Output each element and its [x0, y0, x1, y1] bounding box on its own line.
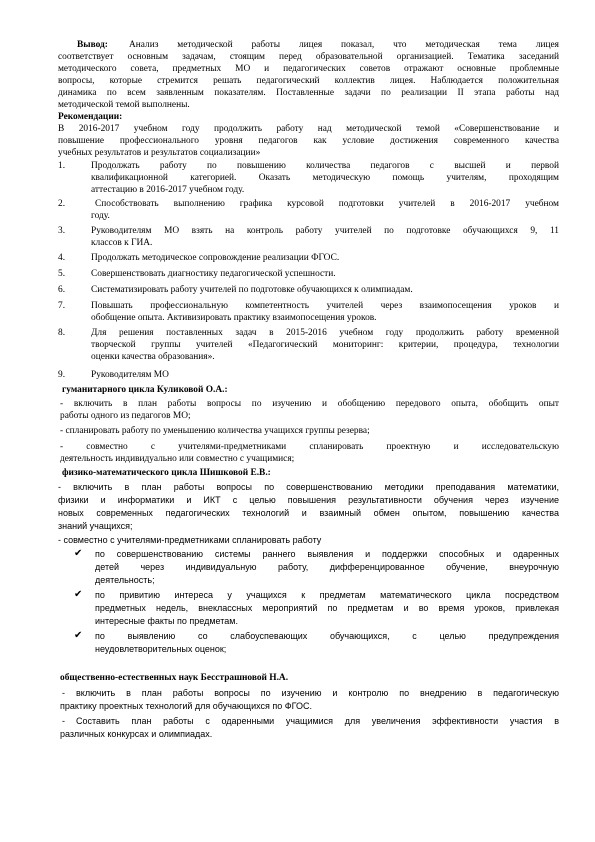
checkmark-icon: ✔	[74, 548, 83, 559]
item-number: 9.	[58, 370, 66, 380]
list-item: Руководителям МО взять на контроль работу учителей по подготовке обучающихся 9, 11	[91, 226, 559, 236]
list-item: обобщение опыта. Активизировать практику взаимопосещения уроков.	[91, 313, 377, 323]
conclusion-line: вопросы, которые стремится решать педагогический коллектив лицея. Наблюдается положительная	[58, 76, 559, 86]
recommendations-intro: учебных результатов и результатов социализации»	[58, 148, 261, 158]
list-item: Руководителям МО	[91, 370, 169, 380]
physmath-subitem: предметных недель, внеклассных мероприятий по предметам и во время уроков, привлекая	[95, 603, 559, 613]
physmath-text: - совместно с учителями-предметниками спланировать работу	[58, 535, 322, 545]
conclusion-label: Вывод:	[77, 40, 108, 50]
conclusion-line: методического совета, предметных МО и педагогических советов отражают основные проблемные	[58, 64, 559, 74]
science-text: включить в план работы вопросы по изучению и контролю по внедрению в педагогическую	[76, 688, 559, 698]
item-number: 6.	[58, 285, 66, 295]
conclusion-line: динамика по всем заявленным показателям. Поставленные задачи по реализации II этапа работы над	[58, 88, 559, 98]
humanitarian-text: - спланировать работу по уменьшению количества учащихся группы резерва;	[60, 426, 370, 436]
conclusion-line: Анализ методической работы лицея показал, что методическая тема лицея	[129, 40, 559, 50]
item-number: 8.	[58, 328, 66, 338]
list-item: Совершенствовать диагностику педагогической успешности.	[91, 269, 336, 279]
list-item: творческой группы учителей «Педагогический мониторинг: критерии, процедура, технологии	[91, 340, 559, 350]
science-text: различных конкурсах и олимпиадах.	[60, 729, 213, 739]
physmath-subitem: детей через индивидуальную работу, дифференцированное обучение, внеурочную	[95, 562, 559, 572]
list-item: году.	[91, 211, 110, 221]
physmath-subitem: деятельность;	[95, 575, 155, 585]
conclusion-line: соответствует основным задачам, стоящим перед образовательной организацией. Тематика заседаний	[58, 52, 559, 62]
item-number: 5.	[58, 269, 66, 279]
list-item: Систематизировать работу учителей по подготовке обучающихся к олимпиадам.	[91, 285, 413, 295]
physmath-text: физики и информатики и ИКТ с целью повышения результативности обучения через изучение	[58, 495, 559, 505]
dash-bullet: -	[62, 716, 65, 726]
list-item: Способствовать выполнению графика курсовой подготовки учителей в 2016-2017 учебном	[95, 199, 559, 209]
physmath-text: знаний учащихся;	[58, 521, 133, 531]
humanitarian-text: деятельность индивидуально или совместно с учащимися;	[60, 454, 295, 464]
physmath-heading: физико-математического цикла Шишковой Е.В.:	[62, 468, 271, 478]
list-item: Продолжать работу по повышению количества педагогов с высшей и первой	[91, 161, 559, 171]
item-number: 3.	[58, 226, 66, 236]
list-item: оценки качества образования».	[91, 352, 215, 362]
physmath-subitem: по привитию интереса у учащихся к предметам математического цикла посредством	[95, 590, 559, 600]
item-number: 4.	[58, 253, 66, 263]
list-item: аттестацию в 2016-2017 учебном году.	[91, 185, 245, 195]
physmath-text: новых современных педагогических технологий и взаимный обмен опытом, повышению качества	[58, 508, 559, 518]
humanitarian-heading: гуманитарного цикла Куликовой О.А.:	[62, 385, 228, 395]
list-item: Повышать профессиональную компетентность учителей через взаимопосещения уроков и	[91, 301, 559, 311]
checkmark-icon: ✔	[74, 589, 83, 600]
humanitarian-text: - совместно с учителями-предметниками спланировать проектную и исследовательскую	[60, 442, 559, 452]
item-number: 1.	[58, 161, 66, 171]
list-item: Продолжать методическое сопровождение реализации ФГОС.	[91, 253, 340, 263]
science-heading: общественно-естественных наук Бесстрашновой Н.А.	[60, 673, 289, 683]
dash-bullet: -	[62, 688, 65, 698]
physmath-subitem: неудовлетворительных оценок;	[95, 644, 227, 654]
list-item: квалификационной категорией. Оказать методическую помощь учителям, проходящим	[91, 173, 559, 183]
list-item: классов к ГИА.	[91, 238, 153, 248]
physmath-subitem: интересные факты по предметам.	[95, 616, 238, 626]
item-number: 2.	[58, 199, 66, 209]
checkmark-icon: ✔	[74, 630, 83, 641]
recommendations-intro: В 2016-2017 учебном году продолжить работу над методической темой «Совершенствование и	[58, 124, 559, 134]
list-item: Для решения поставленных задач в 2015-2016 учебном году продолжить работу временной	[91, 328, 559, 338]
item-number: 7.	[58, 301, 66, 311]
conclusion-line: методической темой выполнены.	[58, 100, 190, 110]
recommendations-heading: Рекомендации:	[58, 112, 123, 122]
physmath-subitem: по выявлению со слабоуспевающих обучающихся, с целью предупреждения	[95, 631, 559, 641]
recommendations-intro: повышение профессионального уровня педагогов как условие достижения современного качества	[58, 136, 559, 146]
humanitarian-text: - включить в план работы вопросы по изучению и обобщению передового опыта, обобщить опыт	[60, 399, 559, 409]
humanitarian-text: работы одного из педагогов МО;	[60, 411, 191, 421]
science-text: Составить план работы с одаренными учащимися для увеличения эффективности участия в	[76, 716, 559, 726]
science-text: практику проектных технологий для обучающихся по ФГОС.	[60, 701, 312, 711]
physmath-subitem: по совершенствованию системы раннего выявления и поддержки способных и одаренных	[95, 549, 559, 559]
physmath-text: - включить в план работы вопросы по совершенствованию методики преподавания математики,	[58, 482, 559, 492]
